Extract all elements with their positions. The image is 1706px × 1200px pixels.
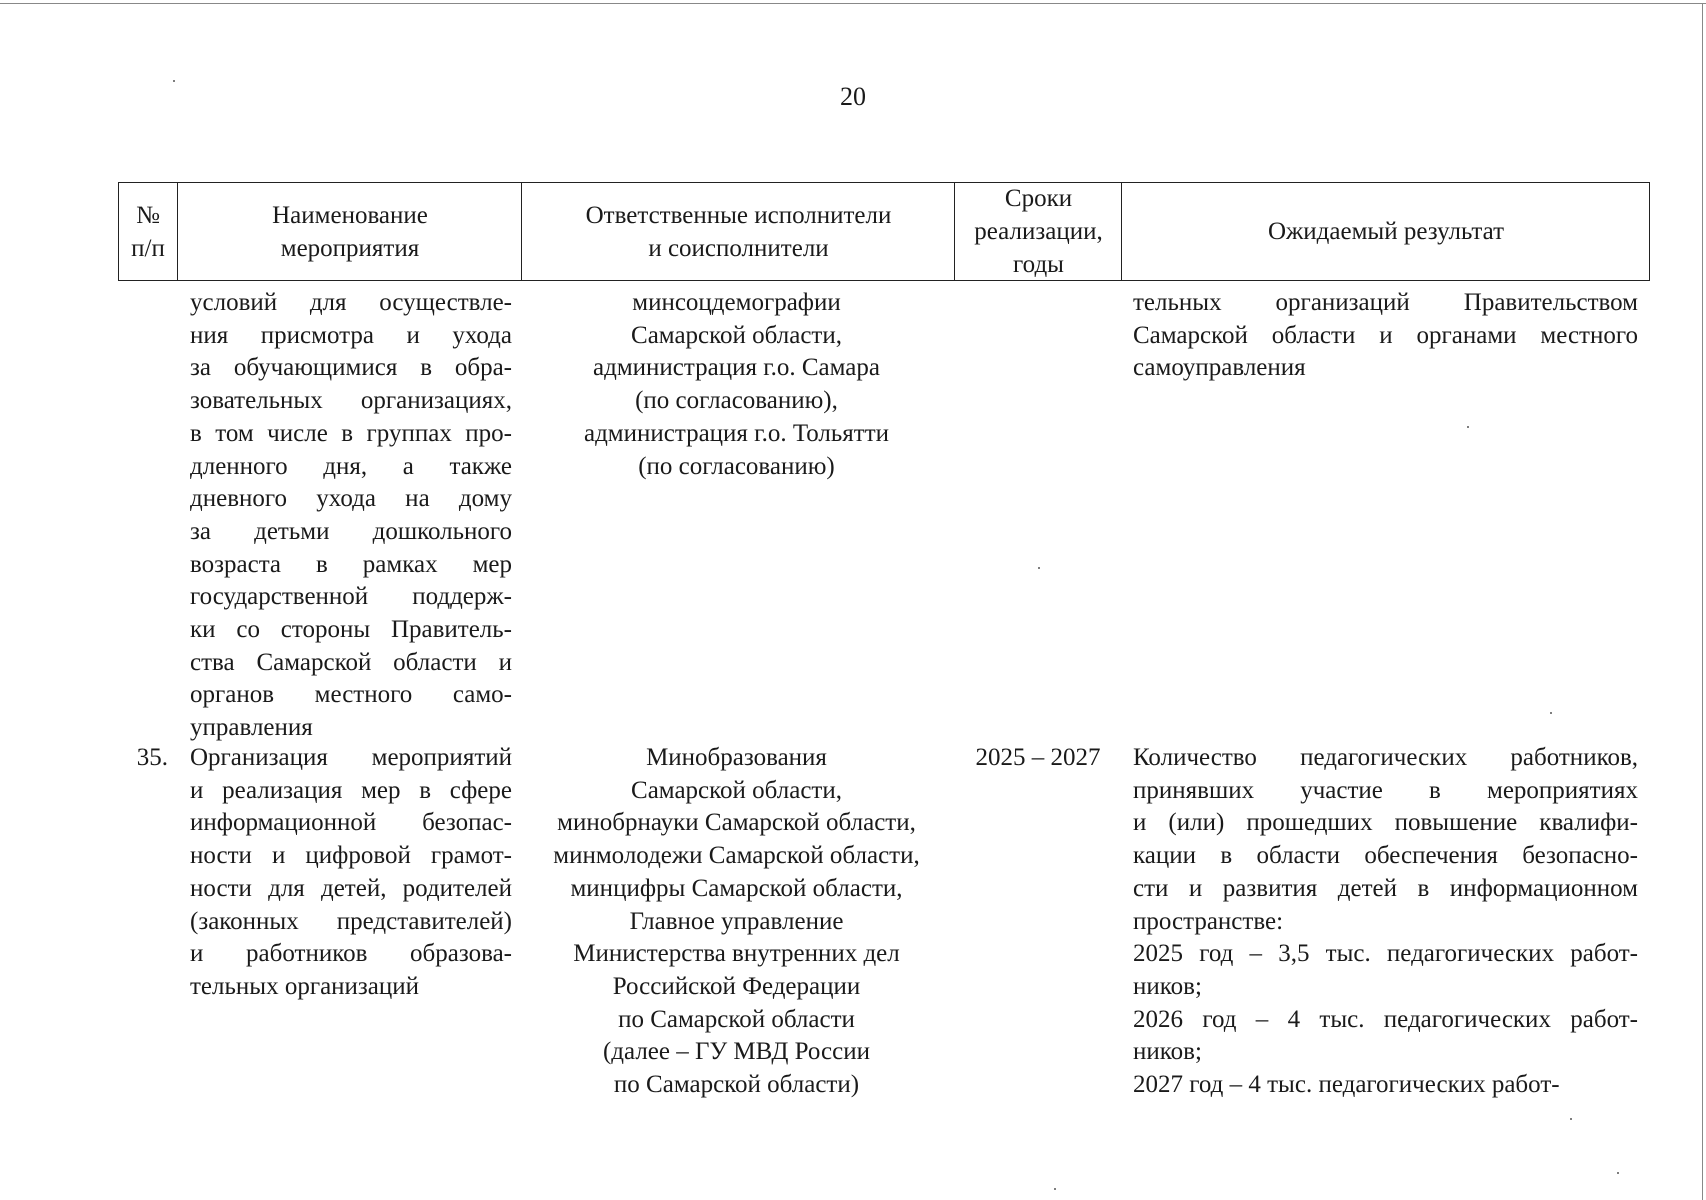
header-measure-name: Наименование мероприятия	[177, 183, 522, 280]
expected-result-line: принявших участие в мероприятиях	[1133, 776, 1638, 804]
expected-result-line: Самарской области и органами местного	[1133, 321, 1638, 349]
executors-line: (по согласованию),	[635, 387, 838, 415]
measure-name-line: и работников образова-	[190, 940, 512, 968]
executors-line: Главное управление	[629, 907, 844, 935]
scan-speck	[1467, 426, 1469, 428]
executors-line: Самарской области,	[631, 321, 842, 349]
executors-line: по Самарской области)	[613, 1071, 860, 1099]
measure-name-line: возраста в рамках мер	[190, 550, 512, 578]
measure-name-line: органов местного само-	[190, 681, 512, 709]
scan-border-top	[0, 3, 1706, 4]
executors-line: (далее – ГУ МВД России	[602, 1038, 871, 1066]
measure-name-line: управления	[190, 714, 313, 742]
measure-name-line: за обучающимися в обра-	[190, 354, 512, 382]
expected-result-line: тельных организаций Правительством	[1133, 289, 1638, 316]
expected-result-line: Количество педагогических работников,	[1133, 744, 1638, 771]
scan-speck	[1550, 712, 1552, 714]
expected-result-line: самоуправления	[1133, 354, 1306, 382]
expected-result-line: и (или) прошедших повышение квалифи-	[1133, 809, 1638, 837]
executors-line: Самарской области,	[631, 776, 842, 804]
scan-speck	[1038, 567, 1040, 569]
header-expected-result: Ожидаемый результат	[1121, 183, 1650, 280]
executors-line: минмолодежи Самарской области,	[553, 842, 920, 870]
row-number: 35.	[136, 744, 168, 771]
measure-name-line: информационной безопас-	[190, 809, 512, 837]
executors-line: (по согласованию)	[638, 452, 835, 480]
expected-result-line: пространстве:	[1133, 907, 1284, 935]
expected-result-line: кации в области обеспечения безопасно-	[1133, 842, 1638, 870]
table-header	[118, 182, 1650, 281]
measure-name-line: дленного дня, а также	[190, 452, 512, 480]
measure-name-line: ства Самарской области и	[190, 648, 512, 676]
expected-result-line: 2026 год – 4 тыс. педагогических работ-	[1133, 1005, 1638, 1033]
measure-name-line: за детьми дошкольного	[190, 517, 512, 545]
executors-line: Министерства внутренних дел	[573, 940, 900, 968]
executors	[530, 742, 943, 1102]
expected-result	[1133, 287, 1638, 385]
scan-speck	[1570, 1118, 1572, 1120]
measure-name-line: ки со стороны Правитель-	[190, 616, 512, 644]
executors-line: Минобразования	[646, 744, 827, 771]
measure-name-line: в том числе в группах про-	[190, 419, 512, 447]
executors	[530, 287, 943, 483]
measures-table	[118, 182, 1650, 1099]
expected-result-line: ников;	[1133, 1038, 1202, 1066]
executors-line: минцифры Самарской области,	[570, 874, 903, 902]
measure-name-line: ности для детей, родителей	[190, 874, 512, 902]
expected-result-line: 2025 год – 3,5 тыс. педагогических работ-	[1133, 940, 1638, 968]
scan-speck	[173, 80, 175, 82]
measure-name-line: дневного ухода на дому	[190, 485, 512, 513]
page-number: 20	[840, 82, 866, 111]
measure-name-line: зовательных организациях,	[190, 387, 512, 415]
executors-line: администрация г.о. Самара	[593, 354, 880, 382]
measure-name-line: условий для осуществле-	[190, 289, 512, 316]
executors-line: минобрнауки Самарской области,	[557, 809, 916, 837]
measure-name-line: тельных организаций	[190, 972, 420, 1000]
measure-name-line: и реализация мер в сфере	[190, 776, 512, 804]
measure-name	[190, 287, 512, 745]
measure-name	[190, 742, 512, 1004]
measure-name-line: государственной поддерж-	[190, 583, 512, 611]
expected-result-line: ников;	[1133, 972, 1202, 1000]
executors-line: по Самарской области	[618, 1005, 855, 1033]
measure-name-line: ния присмотра и ухода	[190, 321, 512, 349]
expected-result-line: 2027 год – 4 тыс. педагогических работ-	[1133, 1071, 1560, 1099]
measure-name-line: Организация мероприятий	[190, 744, 512, 771]
scan-speck	[1617, 1172, 1619, 1174]
executors-line: администрация г.о. Тольятти	[583, 419, 890, 447]
term-years: 2025 – 2027	[975, 744, 1101, 771]
header-terms: Сроки реализации, годы	[954, 183, 1122, 280]
executors-line: минсоцдемографии	[632, 289, 841, 316]
expected-result	[1133, 742, 1638, 1102]
measure-name-line: (законных представителей)	[190, 907, 512, 935]
expected-result-line: сти и развития детей в информационном	[1133, 874, 1638, 902]
executors-line: Российской Федерации	[612, 972, 861, 1000]
header-executors: Ответственные исполнители и соисполнители	[521, 183, 955, 280]
scan-speck	[1054, 1188, 1056, 1190]
scan-border-right	[1702, 3, 1703, 1200]
header-number: № п/п	[131, 201, 165, 262]
measure-name-line: ности и цифровой грамот-	[190, 842, 512, 870]
